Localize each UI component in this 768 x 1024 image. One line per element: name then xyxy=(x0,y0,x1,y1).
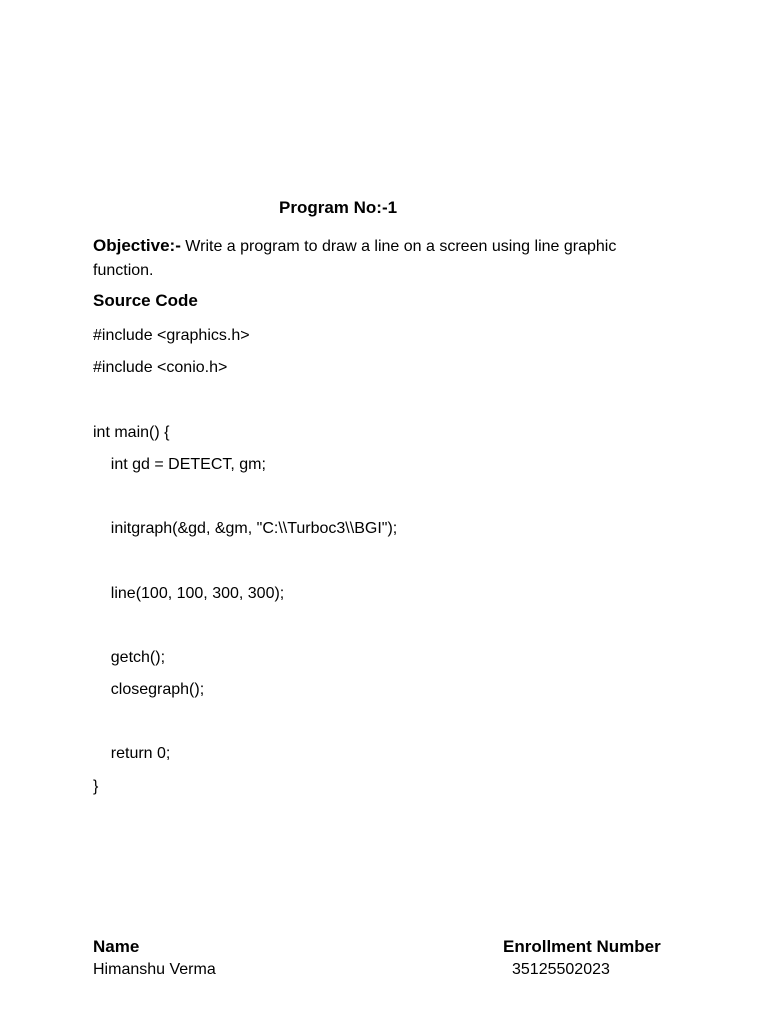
code-line: int gd = DETECT, gm; xyxy=(93,455,266,473)
code-line: closegraph(); xyxy=(93,681,205,699)
program-title: Program No:-1 xyxy=(279,198,398,217)
code-line xyxy=(93,485,693,517)
code-line: line(100, 100, 300, 300); xyxy=(93,584,285,602)
code-line: } xyxy=(93,777,99,795)
code-line xyxy=(93,710,693,742)
objective-text: Write a program to draw a line on a screen using line graphic function. xyxy=(93,238,617,279)
code-line: getch(); xyxy=(93,648,166,666)
code-line: #include <conio.h> xyxy=(93,359,228,377)
name-value: Himanshu Verma xyxy=(93,961,216,978)
code-line: int main() { xyxy=(93,423,170,441)
name-heading: Name xyxy=(93,937,140,956)
objective-label: Objective:- xyxy=(93,236,181,255)
source-code-block xyxy=(93,324,693,807)
code-line: initgraph(&gd, &gm, "C:\\Turboc3\\BGI"); xyxy=(93,520,398,538)
code-line xyxy=(93,614,693,646)
code-line: return 0; xyxy=(93,745,171,763)
code-line xyxy=(93,549,693,581)
objective-paragraph xyxy=(93,234,673,283)
enrollment-number-value: 35125502023 xyxy=(512,961,610,978)
source-code-heading: Source Code xyxy=(93,291,198,310)
enrollment-number-heading: Enrollment Number xyxy=(503,937,661,956)
code-line xyxy=(93,388,693,420)
code-line: #include <graphics.h> xyxy=(93,327,250,344)
